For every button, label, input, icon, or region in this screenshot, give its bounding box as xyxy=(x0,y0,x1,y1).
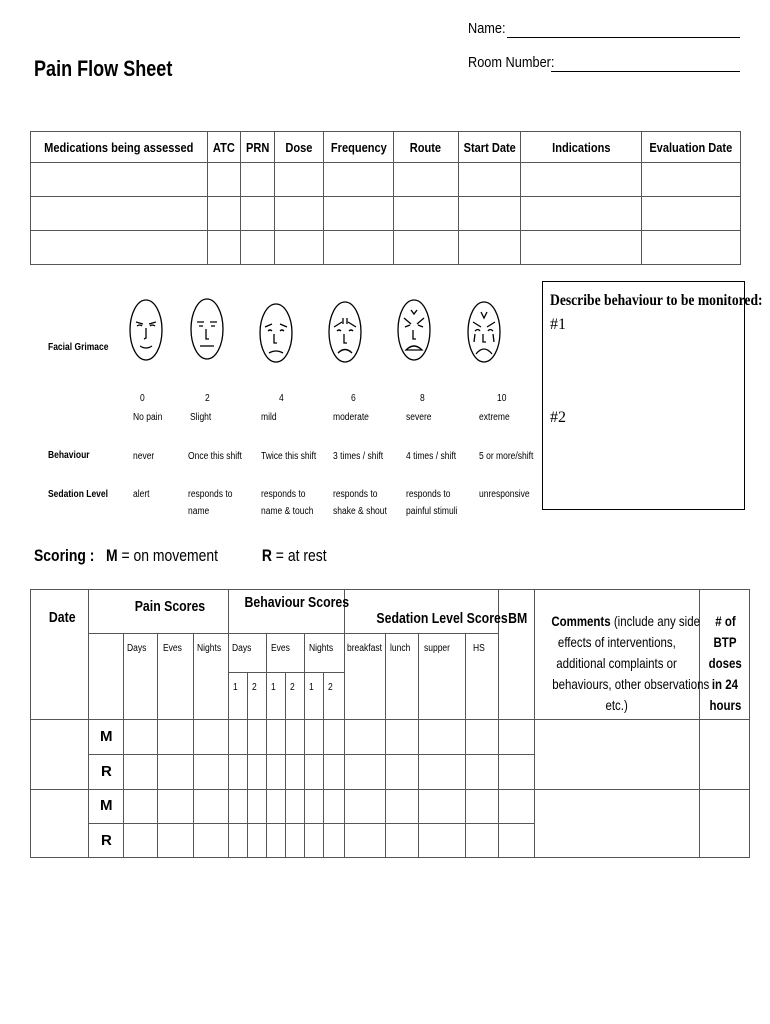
sedation-0: alert xyxy=(133,489,150,500)
comments-header: Comments (include any side effects of interventions, additional complaints or behaviours, other observations etc.) xyxy=(551,613,710,713)
beh-num: 2 xyxy=(252,682,257,693)
col-evaluation-date: Evaluation Date xyxy=(642,132,741,163)
behaviour-scores-header: Behaviour Scores xyxy=(244,594,350,611)
col-prn: PRN xyxy=(241,132,275,163)
row-label-r: R xyxy=(101,832,112,849)
behaviour-item-2: #2 xyxy=(550,409,566,426)
behaviour-4: Twice this shift xyxy=(261,451,317,462)
sedation-10: unresponsive xyxy=(479,489,530,500)
desc-2: Slight xyxy=(190,412,212,423)
row-label-m: M xyxy=(100,728,113,745)
sedation-level-label: Sedation Level xyxy=(48,489,108,500)
row-label-r: R xyxy=(101,763,112,780)
sed-breakfast: breakfast xyxy=(347,643,382,654)
sedation-8: responds to painful stimuli xyxy=(406,489,458,517)
desc-8: severe xyxy=(406,412,432,423)
score-10: 10 xyxy=(497,393,507,404)
r-key: R xyxy=(261,546,272,565)
scoring-label: Scoring : xyxy=(34,546,95,565)
pain-eves: Eves xyxy=(163,643,182,654)
behaviour-0: never xyxy=(133,451,155,462)
sedation-4: responds to name & touch xyxy=(261,489,314,517)
sedation-scores-header: Sedation Level Scores xyxy=(376,610,508,627)
desc-0: No pain xyxy=(133,412,163,423)
beh-nights: Nights xyxy=(309,643,334,654)
col-indications: Indications xyxy=(521,132,642,163)
behaviour-8: 4 times / shift xyxy=(406,451,457,462)
row-label-m: M xyxy=(100,797,113,814)
pain-nights: Nights xyxy=(197,643,222,654)
r-text: = at rest xyxy=(275,546,327,565)
name-label: Name: xyxy=(468,20,506,37)
beh-eves: Eves xyxy=(271,643,290,654)
behaviour-6: 3 times / shift xyxy=(333,451,384,462)
desc-6: moderate xyxy=(333,412,369,423)
desc-10: extreme xyxy=(479,412,510,423)
score-8: 8 xyxy=(420,393,425,404)
score-4: 4 xyxy=(279,393,284,404)
sedation-6: responds to shake & shout xyxy=(333,489,387,517)
m-text: = on movement xyxy=(121,546,219,565)
beh-num: 2 xyxy=(328,682,333,693)
col-atc: ATC xyxy=(207,132,241,163)
desc-4: mild xyxy=(261,412,277,423)
beh-days: Days xyxy=(232,643,252,654)
btp-doses-header: # of BTP doses in 24 hours xyxy=(708,613,742,713)
col-route: Route xyxy=(393,132,458,163)
pain-days: Days xyxy=(127,643,147,654)
sed-lunch: lunch xyxy=(390,643,411,654)
date-header: Date xyxy=(48,609,76,626)
pain-scores-header: Pain Scores xyxy=(134,598,206,615)
behaviour-item-1: #1 xyxy=(550,316,566,333)
beh-num: 1 xyxy=(271,682,276,693)
beh-num: 2 xyxy=(290,682,295,693)
col-medications: Medications being assessed xyxy=(31,132,208,163)
sedation-2: responds to name xyxy=(188,489,233,517)
room-number-label: Room Number: xyxy=(468,54,555,71)
sed-hs: HS xyxy=(473,643,485,654)
beh-num: 1 xyxy=(233,682,238,693)
page-title: Pain Flow Sheet xyxy=(34,56,173,81)
col-frequency: Frequency xyxy=(324,132,393,163)
beh-num: 1 xyxy=(309,682,314,693)
behaviour-2: Once this shift xyxy=(188,451,242,462)
m-key: M xyxy=(106,546,118,565)
behaviour-box-heading: Describe behaviour to be monitored: xyxy=(550,292,763,309)
behaviour-10: 5 or more/shift xyxy=(479,451,534,462)
score-0: 0 xyxy=(140,393,145,404)
bm-header: BM xyxy=(508,610,528,627)
score-2: 2 xyxy=(205,393,210,404)
score-6: 6 xyxy=(351,393,356,404)
sed-supper: supper xyxy=(424,643,450,654)
behaviour-label: Behaviour xyxy=(48,450,90,461)
col-start-date: Start Date xyxy=(458,132,520,163)
col-dose: Dose xyxy=(275,132,324,163)
facial-grimace-label: Facial Grimace xyxy=(48,342,109,353)
